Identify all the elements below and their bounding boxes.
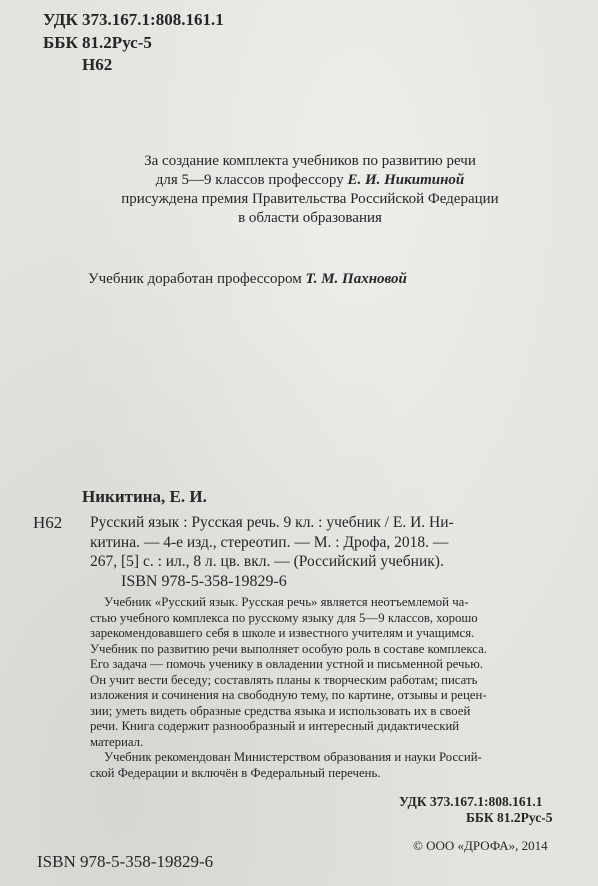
award-line-4: в области образования — [238, 210, 382, 226]
annotation-line: изложения и сочинения на свободную тему, по картине, отзывы и рецен- — [90, 688, 487, 702]
award-line-1: За создание комплекта учебников по развитию речи — [144, 153, 476, 169]
annotation-line: Учебник «Русский язык. Русская речь» является неотъемлемой ча- — [104, 595, 469, 609]
annotation-line: Учебник по развитию речи выполняет особую роль в составе комплекса. — [90, 641, 487, 656]
award-line-2-prefix: для 5—9 классов профессору — [155, 172, 348, 188]
award-line-2 — [60, 171, 560, 190]
udk-header: УДК 373.167.1:808.161.1 — [43, 10, 224, 29]
annotation-line: зии; уметь видеть образные средства языка и использовать их в своей — [90, 703, 471, 718]
annotation-line: ской Федерации и включён в Федеральный перечень. — [90, 765, 381, 780]
award-laureate-name: Е. И. Никитиной — [347, 172, 465, 188]
bib-author: Никитина, Е. И. — [82, 487, 207, 506]
footer-classification — [399, 794, 552, 826]
bib-code: Н62 — [33, 513, 63, 532]
annotation-line: Его задача — помочь ученику в овладении устной и письменной речью. — [90, 657, 484, 671]
annotation-line: стью учебного комплекса по русскому языку для 5—9 классов, хорошо — [90, 610, 478, 625]
bib-line-2: китина. — 4-е изд., стереотип. — М. : Дрофа, 2018. — — [90, 533, 449, 551]
annotation — [90, 595, 560, 781]
author-code-header: Н62 — [82, 55, 113, 74]
award-note — [60, 152, 560, 228]
annotation-line: материал. — [90, 734, 144, 749]
bib-isbn: ISBN 978-5-358-19829-6 — [121, 573, 287, 590]
revision-name: Т. М. Пахновой — [305, 271, 407, 287]
bib-line-3: 267, [5] с. : ил., 8 л. цв. вкл. — (Российский учебник). — [90, 553, 444, 570]
revision-note — [88, 271, 407, 288]
footer-isbn: ISBN 978-5-358-19829-6 — [37, 852, 214, 871]
annotation-line: Учебник рекомендован Министерством образования и науки Россий- — [104, 750, 482, 764]
annotation-line: Он учит вести беседу; составлять планы к творческим работам; писать — [90, 672, 478, 687]
footer-bbk: ББК 81.2Рус-5 — [466, 810, 553, 825]
footer-udk: УДК 373.167.1:808.161.1 — [399, 794, 543, 809]
annotation-line: речи. Книга содержит разнообразный и интересный дидактический — [90, 719, 460, 733]
bib-description — [90, 513, 454, 572]
bib-line-1: Русский язык : Русская речь. 9 кл. : учебник / Е. И. Ни- — [90, 514, 454, 531]
bbk-header: ББК 81.2Рус-5 — [43, 33, 152, 52]
award-line-3: присуждена премия Правительства Российской Федерации — [121, 191, 499, 207]
revision-prefix: Учебник доработан профессором — [88, 271, 306, 287]
copyright: © ООО «ДРОФА», 2014 — [413, 838, 548, 853]
annotation-line: зарекомендовавшего себя в школе и известного учителям и учащимся. — [90, 626, 475, 640]
